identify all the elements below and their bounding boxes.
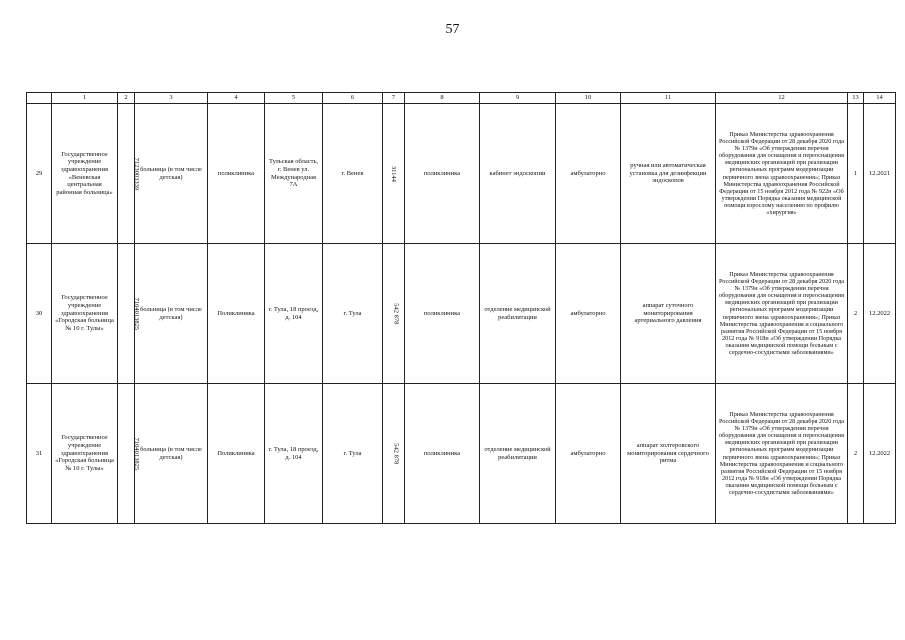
header-cell: 7: [383, 93, 405, 104]
department: кабинет эндоскопии: [480, 104, 556, 244]
quantity: 2: [848, 244, 864, 384]
quantity: 1: [848, 104, 864, 244]
header-cell: 12: [716, 93, 848, 104]
row-number: 31: [27, 384, 52, 524]
header-cell: 3: [135, 93, 208, 104]
unit: поликлиника: [405, 244, 480, 384]
department: отделение медицинской реабилитации: [480, 244, 556, 384]
header-cell: 14: [864, 93, 896, 104]
header-cell: 2: [118, 93, 135, 104]
header-cell: 13: [848, 93, 864, 104]
equipment-name: ручная или автоматическая установка для дезинфекции эндоскопов: [621, 104, 716, 244]
organization-name: Государственное учреждение здравоохранения «Городская больница № 10 г. Тулы»: [52, 384, 118, 524]
equipment-table: [26, 92, 896, 524]
unit: поликлиника: [405, 104, 480, 244]
header-cell: 4: [208, 93, 265, 104]
equipment-name: аппарат суточного мониторирования артериального давления: [621, 244, 716, 384]
header-cell: 1: [52, 93, 118, 104]
regulatory-order: Приказ Министерства здравоохранения Российской Федерации от 28 декабря 2020 года № 1379н «Об утверждении перечня оборудования для оснащения и переоснащения медицинских организаций при реализации региональных программ модернизации первичного звена здравоохранения»; Приказ Министерства здравоохранения и социального развития Российской Федерации от 15 ноября 2012 года № 918н «Об утверждении Порядка оказания медицинской помощи больным с сердечно-сосудистыми заболеваниями»: [716, 384, 848, 524]
table-row: [27, 244, 896, 384]
row-number: 29: [27, 104, 52, 244]
care-condition: амбулаторно: [556, 384, 621, 524]
header-row: [27, 93, 896, 104]
care-condition: амбулаторно: [556, 244, 621, 384]
city: г. Венев: [323, 104, 383, 244]
inn-value: 7123003339: [133, 157, 141, 190]
equipment-name: аппарат холтеровского мониторирования сердечного ритма: [621, 384, 716, 524]
address: г. Тула, 18 проезд, д. 104: [265, 384, 323, 524]
address: Тульская область, г. Венев ул. Международная 7А: [265, 104, 323, 244]
city: г. Тула: [323, 244, 383, 384]
subdivision: поликлиника: [208, 104, 265, 244]
address: г. Тула, 18 проезд, д. 104: [265, 244, 323, 384]
quantity: 2: [848, 384, 864, 524]
organization-name: Государственное учреждение здравоохранения «Городская больница № 10 г. Тулы»: [52, 244, 118, 384]
city: г. Тула: [323, 384, 383, 524]
subdivision: Поликлиника: [208, 244, 265, 384]
inn-value: 7104013825: [133, 437, 141, 470]
header-cell: 11: [621, 93, 716, 104]
facility-type: больница (в том числе детская): [135, 244, 208, 384]
inn-value: 7104013825: [133, 297, 141, 330]
table-row: [27, 384, 896, 524]
department: отделение медицинской реабилитации: [480, 384, 556, 524]
table-row: [27, 104, 896, 244]
facility-type: больница (в том числе детская): [135, 384, 208, 524]
deadline-date: 12.2022: [864, 384, 896, 524]
code-value: 31144: [390, 165, 398, 182]
organization-name: Государственное учреждение здравоохранения «Веневская центральная районная больница»: [52, 104, 118, 244]
deadline-date: 12.2022: [864, 244, 896, 384]
code-value: 542 878: [392, 442, 400, 465]
page-number: 57: [445, 22, 460, 37]
deadline-date: 12.2021: [864, 104, 896, 244]
regulatory-order: Приказ Министерства здравоохранения Российской Федерации от 28 декабря 2020 года № 1379н «Об утверждении перечня оборудования для оснащения и переоснащения медицинских организаций при реализации региональных программ модернизации первичного звена здравоохранения»; Приказ Министерства здравоохранения Российской Федерации от 15 ноября 2012 года № 922н «Об утверждении Порядка оказания медицинской помощи взрослому населению по профилю «хирургия»: [716, 104, 848, 244]
header-cell: 6: [323, 93, 383, 104]
header-cell: 9: [480, 93, 556, 104]
code-value: 542 878: [392, 302, 400, 325]
header-cell: 8: [405, 93, 480, 104]
unit: поликлиника: [405, 384, 480, 524]
regulatory-order: Приказ Министерства здравоохранения Российской Федерации от 28 декабря 2020 года № 1379н «Об утверждении перечня оборудования для оснащения и переоснащения медицинских организаций при реализации региональных программ модернизации первичного звена здравоохранения»; Приказ Министерства здравоохранения и социального развития Российской Федерации от 15 ноября 2012 года № 918н «Об утверждении Порядка оказания медицинской помощи больным с сердечно-сосудистыми заболеваниями»: [716, 244, 848, 384]
header-cell: 5: [265, 93, 323, 104]
facility-type: больница (в том числе детская): [135, 104, 208, 244]
care-condition: амбулаторно: [556, 104, 621, 244]
header-cell: 10: [556, 93, 621, 104]
subdivision: Поликлиника: [208, 384, 265, 524]
row-number: 30: [27, 244, 52, 384]
